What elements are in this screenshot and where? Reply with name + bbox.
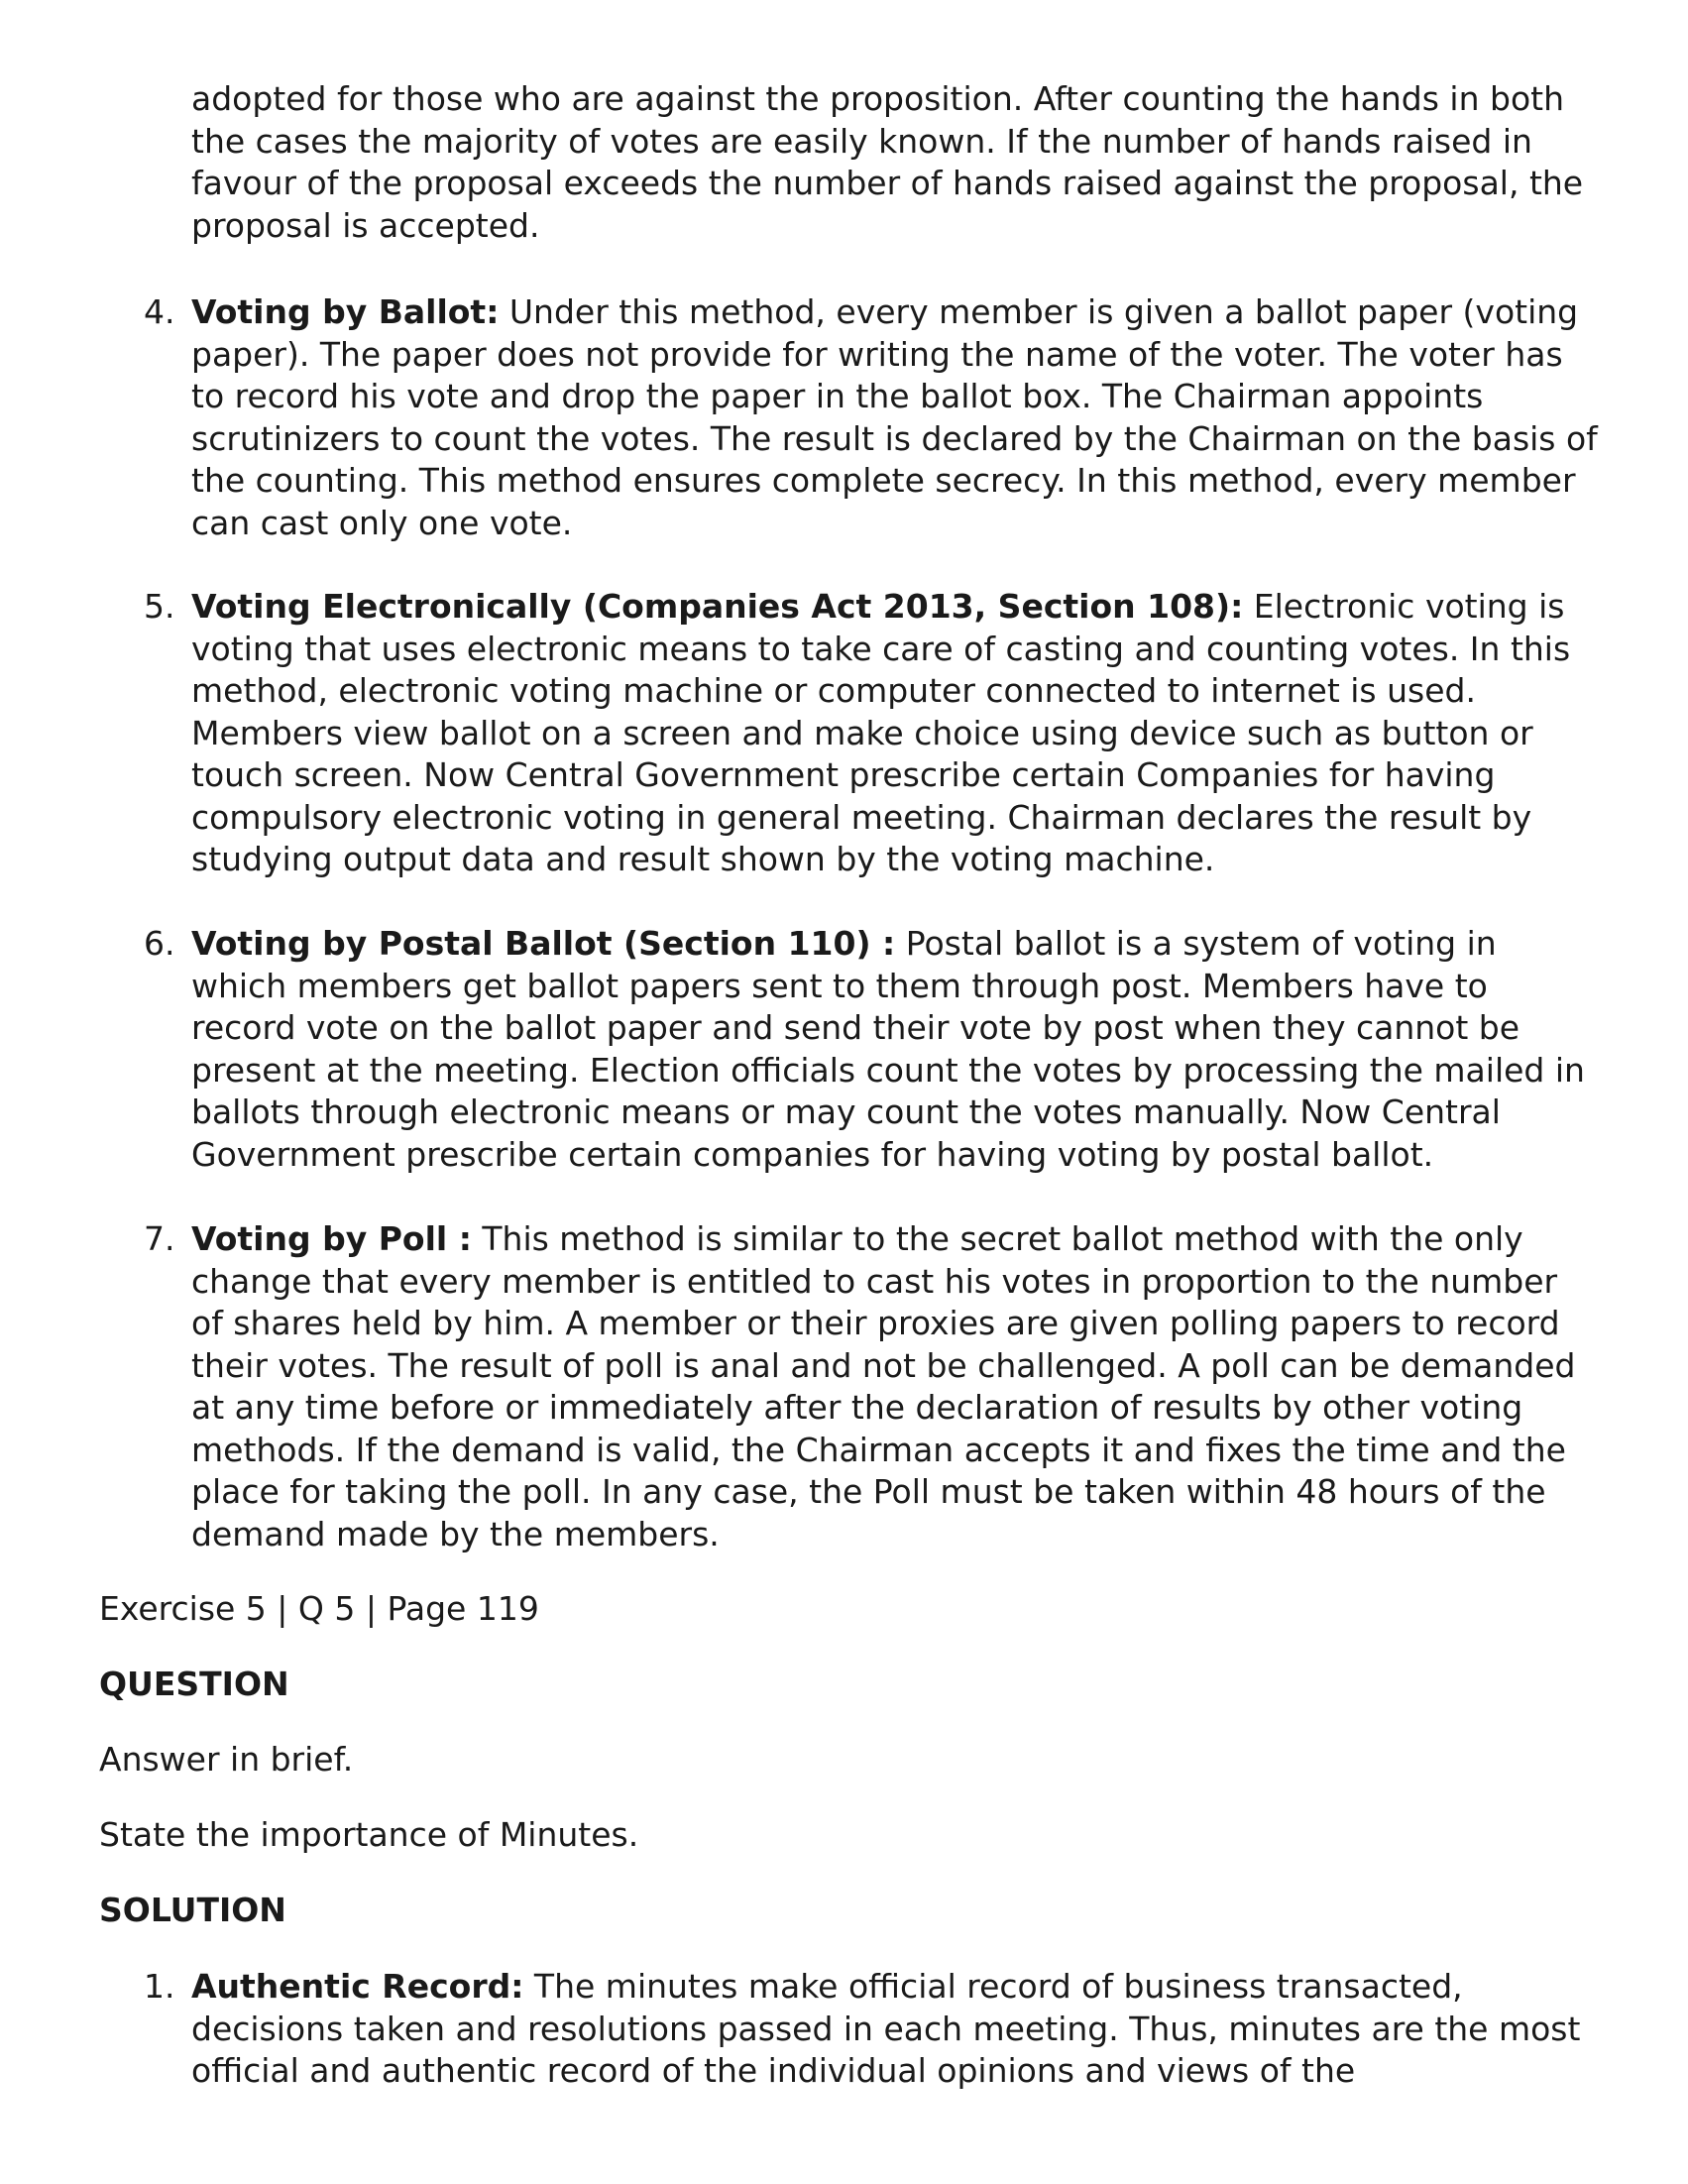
item-text: Postal ballot is a system of voting in which members get ballot papers sent to them through post. Members have to record vote on the ballot paper and send their vote by post when they cannot be present at the meeting. Election officials count the votes by processing the mailed in ballots through electronic means or may count the votes manually. Now Central Government prescribe certain companies for having voting by postal ballot. [191, 924, 1585, 1174]
solution-label: SOLUTION [99, 1891, 286, 1929]
list-number: 6. [144, 924, 175, 963]
list-number: 7. [144, 1219, 175, 1258]
list-item-authentic-record [144, 1966, 1599, 2093]
question-text: State the importance of Minutes. [99, 1815, 639, 1854]
item-heading: Voting by Ballot: [191, 292, 500, 331]
continuation-paragraph: adopted for those who are against the proposition. After counting the hands in both the cases the majority of votes are easily known. If the number of hands raised in favour of the proposal exceeds the number of hands raised against the proposal, the proposal is accepted. [191, 79, 1584, 245]
list-number: 4. [144, 292, 175, 331]
question-label: QUESTION [99, 1665, 289, 1703]
list-number: 1. [144, 1967, 175, 2006]
item-text: Under this method, every member is given a ballot paper (voting paper). The paper does not provide for writing the name of the voter. The voter has to record his vote and drop the paper in the ballot box. The Chairman appoints scrutinizers to count the votes. The result is declared by the Chairman on the basis of the counting. This method ensures complete secrecy. In this method, every member can cast only one vote. [191, 292, 1598, 542]
question-instruction: Answer in brief. [99, 1740, 354, 1779]
list-item-voting-by-poll [144, 1218, 1599, 1555]
item-heading: Voting Electronically (Companies Act 2013, Section 108): [191, 587, 1244, 626]
item-text: This method is similar to the secret ballot method with the only change that every member is entitled to cast his votes in proportion to the number of shares held by him. A member or their proxies are given polling papers to record their votes. The result of poll is anal and not be challenged. A poll can be demanded at any time before or immediately after the declaration of results by other voting methods. If the demand is valid, the Chairman accepts it and fixes the time and the place for taking the poll. In any case, the Poll must be taken within 48 hours of the demand made by the members. [191, 1219, 1576, 1553]
item-heading: Voting by Poll : [191, 1219, 472, 1258]
item-text: Electronic voting is voting that uses electronic means to take care of casting and counting votes. In this method, electronic voting machine or computer connected to internet is used. Members view ballot on a screen and make choice using device such as button or touch screen. Now Central Government prescribe certain Companies for having compulsory electronic voting in general meeting. Chairman declares the result by studying output data and result shown by the voting machine. [191, 587, 1571, 878]
list-item-voting-by-postal-ballot [144, 923, 1599, 1176]
item-heading: Authentic Record: [191, 1967, 524, 2006]
list-item-voting-by-ballot [144, 291, 1599, 544]
list-number: 5. [144, 587, 175, 626]
item-text: The minutes make official record of business transacted, decisions taken and resolutions passed in each meeting. Thus, minutes are the most official and authentic record of the individual opinions and views of the [191, 1967, 1581, 2090]
item-heading: Voting by Postal Ballot (Section 110) : [191, 924, 896, 963]
list-item-voting-electronically [144, 586, 1599, 881]
exercise-reference: Exercise 5 | Q 5 | Page 119 [99, 1589, 539, 1628]
